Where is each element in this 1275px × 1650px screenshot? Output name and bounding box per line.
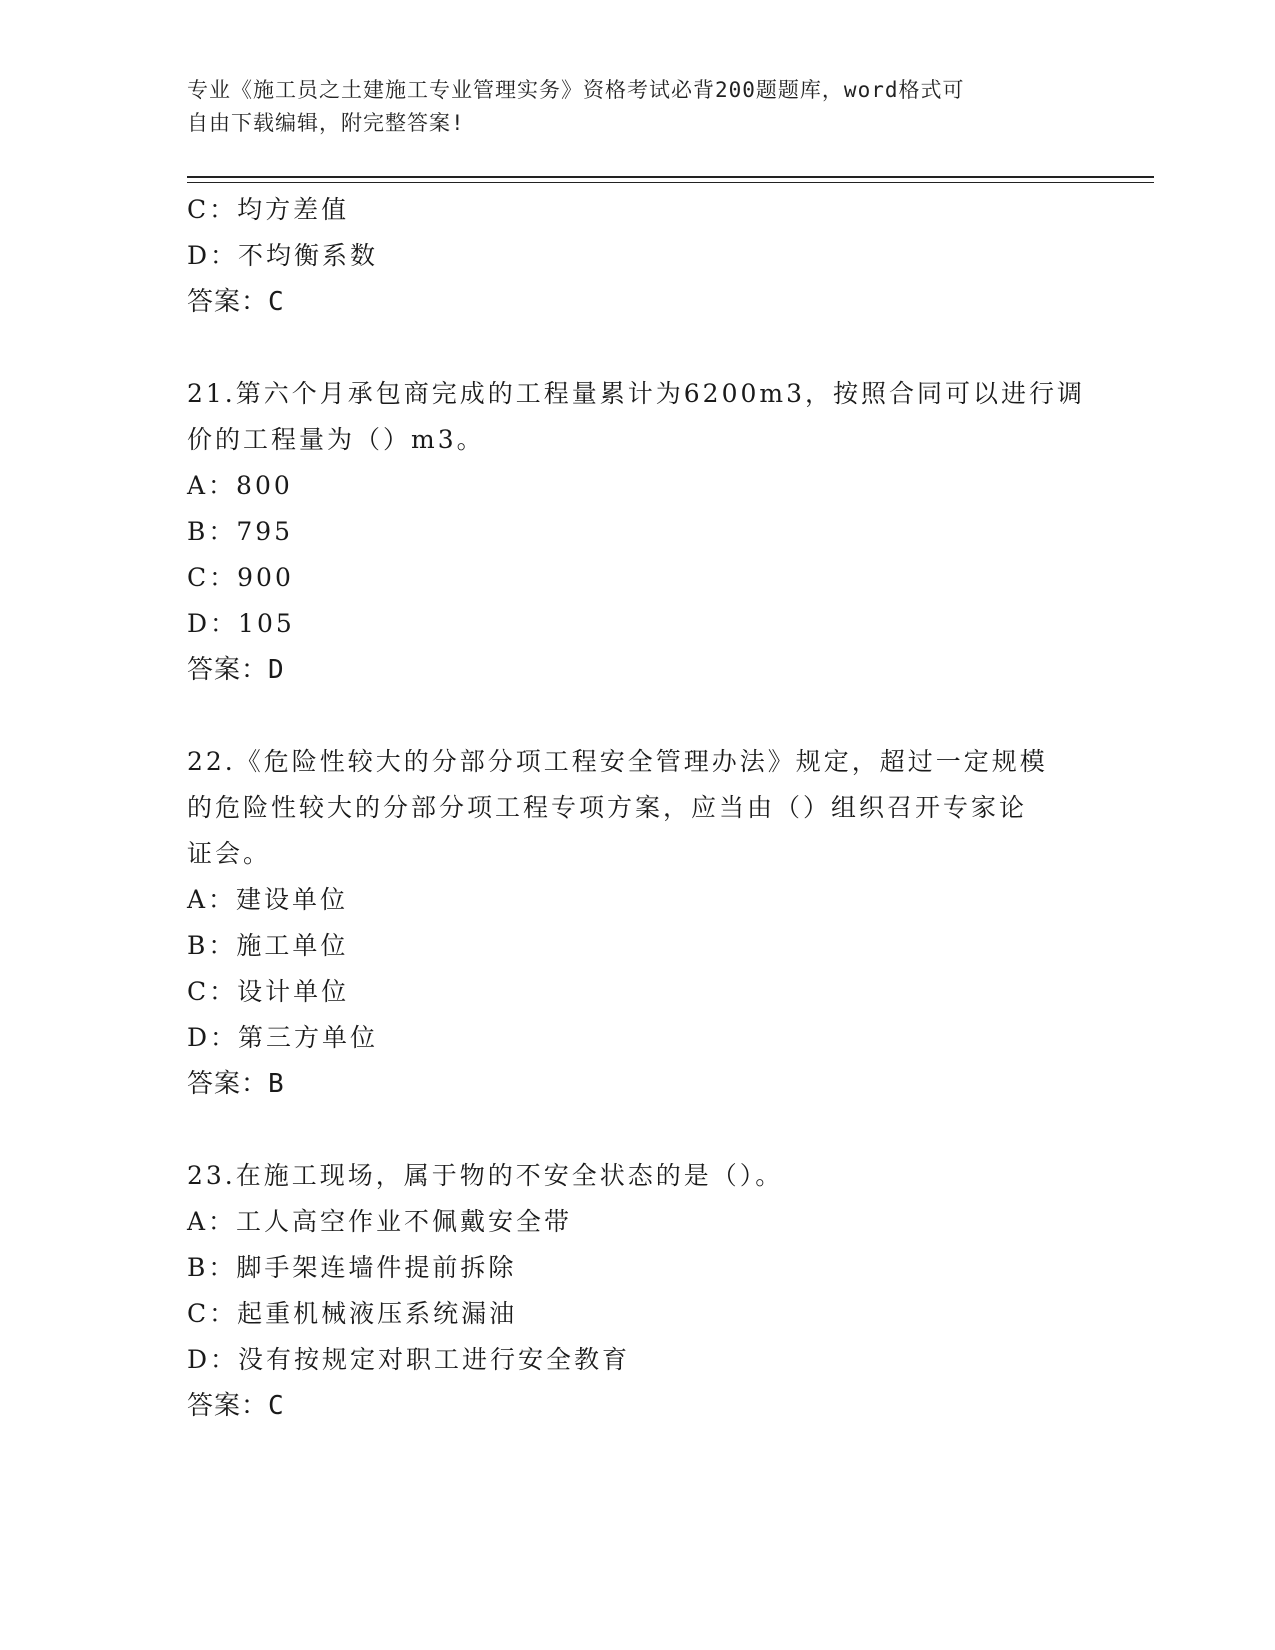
previous-question-tail [187, 187, 1087, 325]
answer-line: 答案：C [187, 1391, 285, 1421]
option-d: D：第三方单位 [187, 1023, 379, 1052]
question-21 [187, 371, 1087, 693]
question-22 [187, 739, 1087, 1107]
option-b: B：施工单位 [187, 931, 349, 960]
header-line-1: 专业《施工员之土建施工专业管理实务》资格考试必背200题题库，word格式可 [187, 78, 965, 102]
answer-line: 答案：B [187, 1069, 285, 1099]
option-c: C：900 [187, 563, 294, 592]
option-b: B：脚手架连墙件提前拆除 [187, 1253, 517, 1282]
option-d: D：没有按规定对职工进行安全教育 [187, 1345, 631, 1374]
option-a: A：工人高空作业不佩戴安全带 [187, 1207, 573, 1236]
answer-line: 答案：C [187, 287, 285, 317]
question-text-line: 21.第六个月承包商完成的工程量累计为6200m3，按照合同可以进行调 [187, 379, 1085, 408]
spacer [187, 693, 1087, 739]
answer-line: 答案：D [187, 655, 285, 685]
option-a: A：800 [187, 471, 293, 500]
option-d: D：105 [187, 609, 295, 638]
document-body [187, 187, 1087, 1429]
question-23 [187, 1153, 1087, 1429]
document-header [187, 74, 1067, 140]
option-c: C：均方差值 [187, 195, 350, 224]
question-text-line: 证会。 [187, 839, 272, 868]
question-text-line: 23.在施工现场，属于物的不安全状态的是（）。 [187, 1161, 784, 1190]
option-d: D：不均衡系数 [187, 241, 379, 270]
option-b: B：795 [187, 517, 294, 546]
spacer [187, 1107, 1087, 1153]
question-text-line: 价的工程量为（）m3。 [187, 425, 485, 454]
header-divider-thick [187, 176, 1154, 178]
option-c: C：设计单位 [187, 977, 350, 1006]
header-divider-thin [187, 182, 1154, 183]
header-line-2: 自由下载编辑，附完整答案! [187, 111, 465, 135]
option-c: C：起重机械液压系统漏油 [187, 1299, 518, 1328]
question-text-line: 22.《危险性较大的分部分项工程安全管理办法》规定，超过一定规模 [187, 747, 1048, 776]
question-text-line: 的危险性较大的分部分项工程专项方案，应当由（）组织召开专家论 [187, 793, 1028, 822]
option-a: A：建设单位 [187, 885, 349, 914]
spacer [187, 325, 1087, 371]
